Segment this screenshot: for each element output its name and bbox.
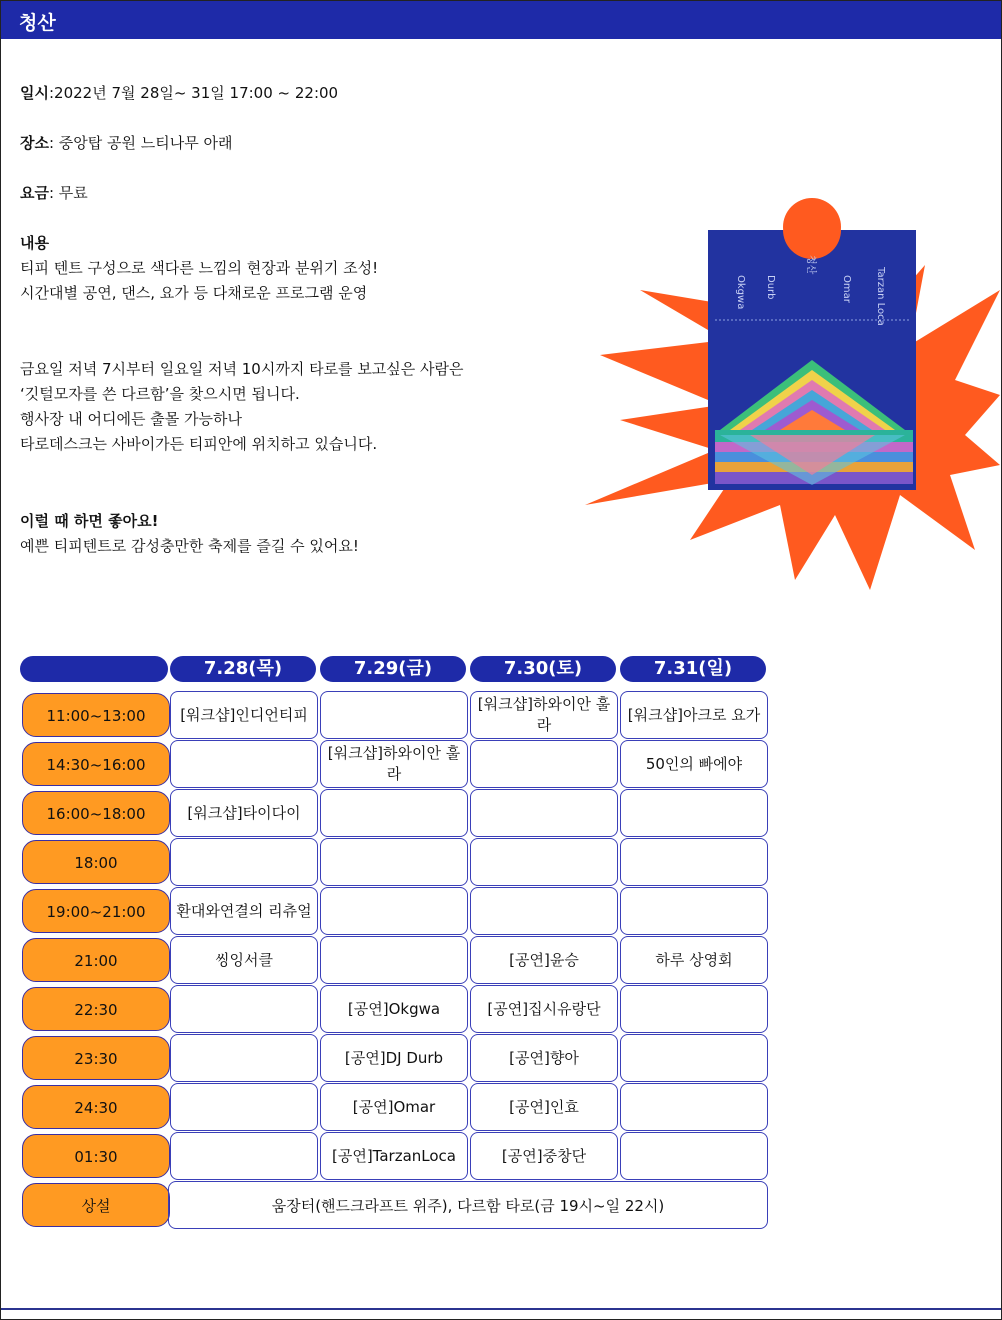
- schedule-cell: [공연]윤승: [470, 936, 618, 984]
- schedule-cell: [320, 789, 468, 837]
- schedule-cell: [공연]DJ Durb: [320, 1034, 468, 1082]
- time-cell: 14:30~16:00: [22, 742, 170, 786]
- tarot-block: [20, 357, 464, 457]
- day-header: 7.28(목): [170, 656, 316, 682]
- schedule-cell: [620, 838, 768, 886]
- schedule-cell: [170, 985, 318, 1033]
- content-block: [20, 231, 378, 306]
- tarot-line: 행사장 내 어디에든 출몰 가능하나: [20, 410, 242, 428]
- schedule-cell: [워크샵]하와이안 훌라: [320, 740, 468, 788]
- schedule-cell: [620, 985, 768, 1033]
- schedule-cell: [170, 1083, 318, 1131]
- schedule-cell: [170, 838, 318, 886]
- permanent-cell: 움장터(핸드크라프트 위주), 다르함 타로(금 19시~일 22시): [168, 1181, 768, 1229]
- schedule-cell: 씽잉서클: [170, 936, 318, 984]
- day-header: 7.29(금): [320, 656, 466, 682]
- festival-poster: [580, 195, 1000, 595]
- date-value: :2022년 7월 28일~ 31일 17:00 ~ 22:00: [48, 84, 339, 102]
- header-blank: [20, 656, 168, 682]
- schedule-cell: [170, 740, 318, 788]
- schedule-cell: [공연]중창단: [470, 1132, 618, 1180]
- poster-name: Durb: [765, 275, 776, 300]
- tip-text: 예쁜 티피텐트로 감성충만한 축제를 즐길 수 있어요!: [20, 537, 359, 555]
- poster-name: Tarzan Loca: [875, 267, 886, 326]
- fee-value: : 무료: [48, 184, 88, 202]
- day-header: 7.31(일): [620, 656, 766, 682]
- tarot-line: ‘깃털모자를 쓴 다르함’을 찾으시면 됩니다.: [20, 385, 300, 403]
- schedule-cell: [470, 838, 618, 886]
- schedule-cell: [320, 838, 468, 886]
- time-cell: 16:00~18:00: [22, 791, 170, 835]
- schedule-cell: [워크샵]하와이안 훌라: [470, 691, 618, 739]
- schedule-cell: [320, 887, 468, 935]
- content-line: 티피 텐트 구성으로 색다른 느낌의 현장과 분위기 조성!: [20, 259, 379, 277]
- schedule-cell: [워크샵]타이다이: [170, 789, 318, 837]
- content-label: 내용: [20, 234, 49, 252]
- date-label: 일시: [20, 84, 49, 102]
- tarot-line: 타로데스크는 사바이가든 티피안에 위치하고 있습니다.: [20, 435, 378, 453]
- schedule-cell: 50인의 빠에야: [620, 740, 768, 788]
- poster-name: Omar: [841, 275, 852, 303]
- poster-title: 청산: [805, 255, 816, 275]
- tip-block: [20, 509, 359, 559]
- time-cell: 01:30: [22, 1134, 170, 1178]
- day-header: 7.30(토): [470, 656, 616, 682]
- time-cell-permanent: 상설: [22, 1183, 170, 1227]
- bottom-rule: [1, 1308, 1001, 1310]
- schedule-cell: [공연]집시유랑단: [470, 985, 618, 1033]
- schedule-cell: [170, 1034, 318, 1082]
- schedule-cell: [620, 1034, 768, 1082]
- schedule-cell: [공연]인효: [470, 1083, 618, 1131]
- schedule-cell: [620, 789, 768, 837]
- place-line: [20, 131, 233, 156]
- time-cell: 11:00~13:00: [22, 693, 170, 737]
- time-cell: 23:30: [22, 1036, 170, 1080]
- schedule-cell: [320, 691, 468, 739]
- time-cell: 21:00: [22, 938, 170, 982]
- schedule-cell: [620, 1132, 768, 1180]
- date-line: [20, 81, 338, 106]
- fee-label: 요금: [20, 184, 49, 202]
- place-label: 장소: [20, 134, 49, 152]
- schedule-cell: [620, 887, 768, 935]
- tarot-line: 금요일 저녁 7시부터 일요일 저녁 10시까지 타로를 보고싶은 사람은: [20, 360, 464, 378]
- schedule-cell: [320, 936, 468, 984]
- schedule-cell: [워크샵]인디언티피: [170, 691, 318, 739]
- schedule-cell: [공연]TarzanLoca: [320, 1132, 468, 1180]
- content-line: 시간대별 공연, 댄스, 요가 등 다채로운 프로그램 운영: [20, 284, 368, 302]
- schedule-cell: [620, 1083, 768, 1131]
- title-bar: [1, 1, 1001, 39]
- schedule-cell: [공연]향아: [470, 1034, 618, 1082]
- page-title: 청산: [19, 12, 56, 34]
- schedule-cell: [470, 789, 618, 837]
- schedule-cell: 환대와연결의 리츄얼: [170, 887, 318, 935]
- poster-name: Okgwa: [735, 275, 746, 310]
- place-value: : 중앙탑 공원 느티나무 아래: [48, 134, 233, 152]
- schedule-cell: [워크샵]아크로 요가: [620, 691, 768, 739]
- fee-line: [20, 181, 88, 206]
- schedule-cell: [470, 887, 618, 935]
- time-cell: 18:00: [22, 840, 170, 884]
- time-cell: 22:30: [22, 987, 170, 1031]
- schedule-cell: 하루 상영회: [620, 936, 768, 984]
- time-cell: 24:30: [22, 1085, 170, 1129]
- schedule-cell: [170, 1132, 318, 1180]
- schedule-cell: [공연]Okgwa: [320, 985, 468, 1033]
- schedule-cell: [공연]Omar: [320, 1083, 468, 1131]
- tip-title: 이럴 때 하면 좋아요!: [20, 512, 159, 530]
- schedule-cell: [470, 740, 618, 788]
- time-cell: 19:00~21:00: [22, 889, 170, 933]
